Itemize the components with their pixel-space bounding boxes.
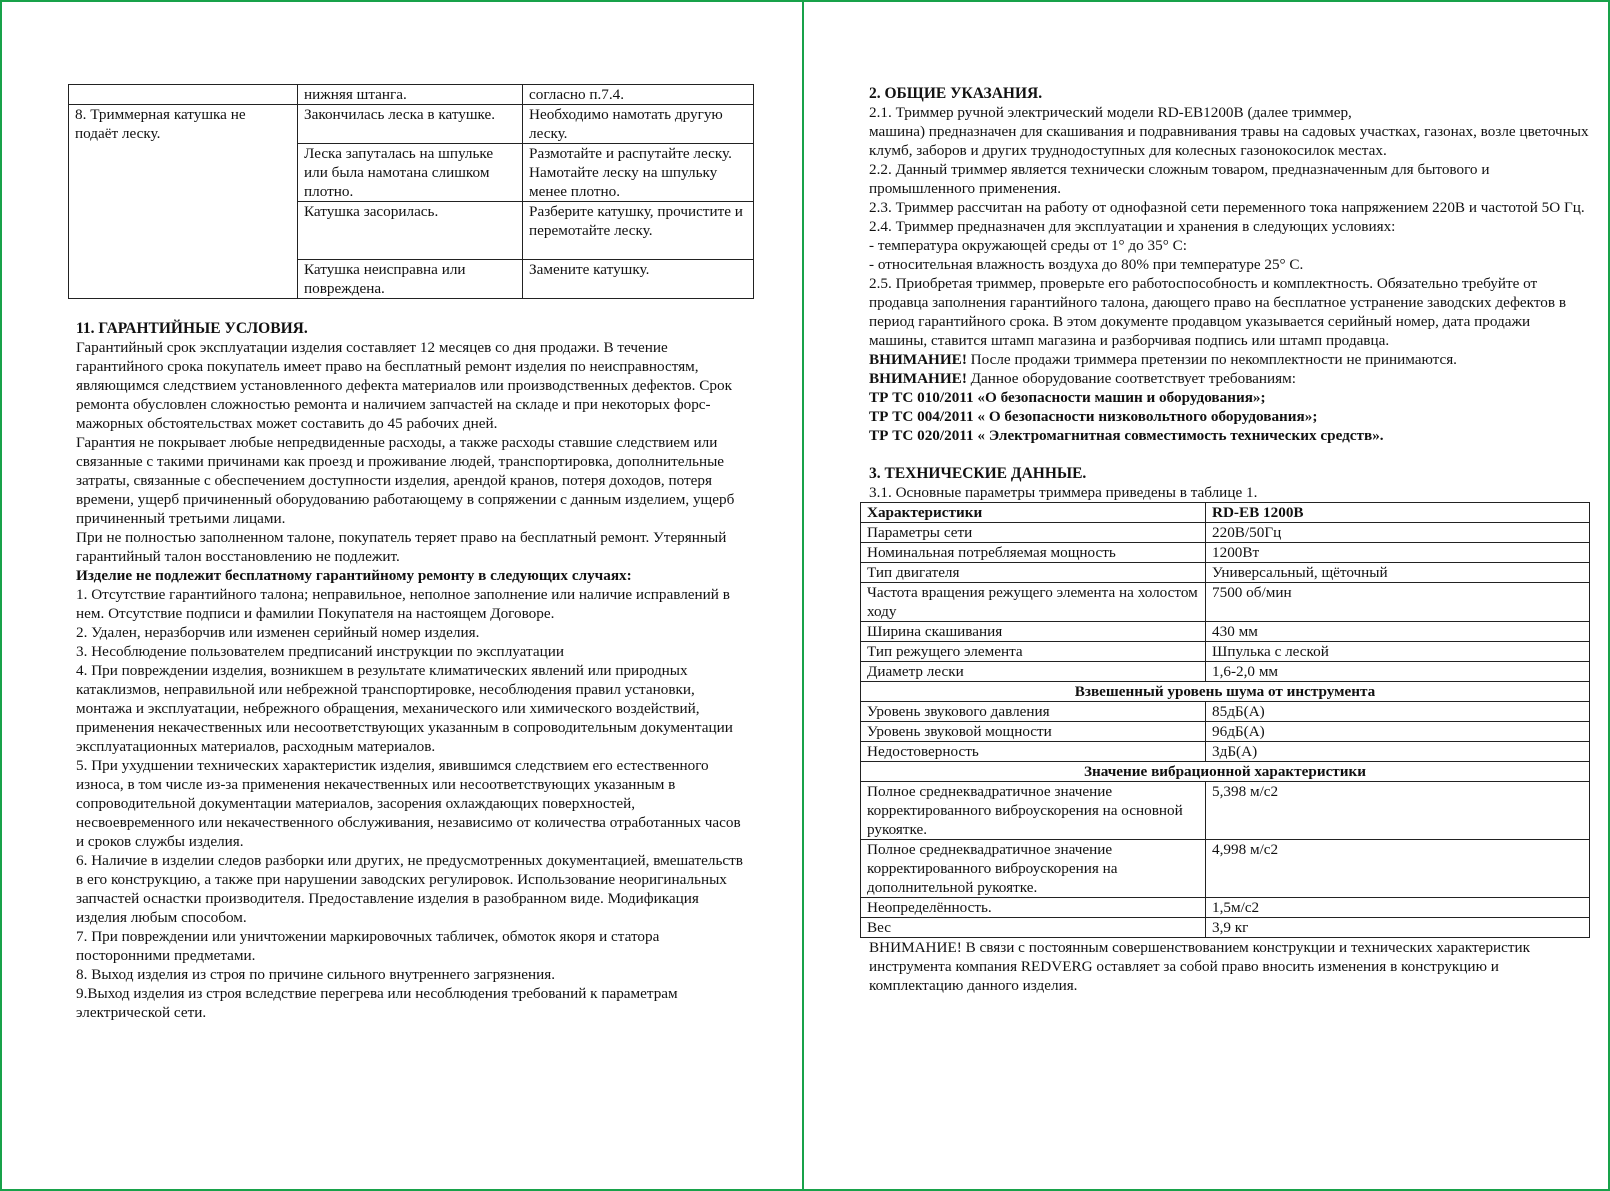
attention-label: ВНИМАНИЕ!: [869, 370, 967, 387]
general-paragraph: 2.2. Данный триммер является технически сложным товаром, предназначенным для бытового и промышленного применения.: [869, 161, 1490, 197]
solution-cell: согласно п.7.4.: [523, 85, 754, 105]
general-section: [860, 84, 1590, 502]
tech-key: Уровень звукового давления: [861, 702, 1206, 722]
cause-cell: нижняя штанга.: [298, 85, 523, 105]
solution-cell: Замените катушку.: [523, 260, 754, 299]
warranty-title: 11. ГАРАНТИЙНЫЕ УСЛОВИЯ.: [76, 320, 308, 337]
exclusion-item: 4. При повреждении изделия, возникшем в результате климатических явлений или природных катаклизмов, неправильной или небрежной транспортировке, несоблюдения правил установки, монтажа и эксплуатации, небрежного обращения, механического или химического воздействий, применения некачественных или несоответствующих указанным в сопроводительным документации эксплуатационных материалов, расходным материалов.: [76, 662, 733, 755]
tech-key: Неопределённость.: [861, 898, 1206, 918]
general-paragraph: 2.5. Приобретая триммер, проверьте его работоспособность и комплектность. Обязательно требуйте от продавца заполнения гарантийного талона, дающего право на бесплатное устранение заводских дефектов в период гарантийного срока. В этом документе продавцом указывается серийный номер, дата продажи машины, ставится штамп магазина и разборчивая подпись или штамп продавца.: [869, 275, 1567, 349]
table-row: [861, 840, 1590, 898]
table-row: [861, 702, 1590, 722]
solution-cell: Разберите катушку, прочистите и перемотайте леску.: [523, 202, 754, 260]
cause-cell: Катушка неисправна или повреждена.: [298, 260, 523, 299]
general-paragraph: 2.1. Триммер ручной электрический модели RD-EB1200B (далее триммер,: [869, 104, 1352, 121]
solution-cell: Размотайте и распутайте леску. Намотайте леску на шпульку менее плотно.: [523, 144, 754, 202]
tech-value: 3,9 кг: [1206, 918, 1590, 938]
general-paragraph: 2.3. Триммер рассчитан на работу от однофазной сети переменного тока напряжением 220В и частотой 5О Гц.: [869, 199, 1585, 216]
table-row: [861, 523, 1590, 543]
tech-value: 7500 об/мин: [1206, 583, 1590, 622]
tech-note: ВНИМАНИЕ! В связи с постоянным совершенствованием конструкции и технических характеристик инструмента компания REDVERG оставляет за собой право вносить изменения в конструкцию и комплектацию данного изделия.: [869, 939, 1531, 994]
attention-text: После продажи триммера претензии по некомплектности не принимаются.: [966, 351, 1457, 368]
tech-value: 85дБ(А): [1206, 702, 1590, 722]
table-row: [69, 105, 754, 144]
tech-key: Частота вращения режущего элемента на холостом ходу: [861, 583, 1206, 622]
vibration-section-heading: Значение вибрационной характеристики: [861, 762, 1590, 782]
exclusion-item: 1. Отсутствие гарантийного талона; неправильное, неполное заполнение или наличие исправлений в нем. Отсутствие подписи и фамилии Покупателя на настоящем Договоре.: [76, 586, 730, 622]
cause-cell: Леска запуталась на шпульке или была намотана слишком плотно.: [298, 144, 523, 202]
tech-key: Вес: [861, 918, 1206, 938]
table-row: [861, 722, 1590, 742]
tech-key: Тип двигателя: [861, 563, 1206, 583]
table-row: [861, 563, 1590, 583]
right-page: [860, 84, 1590, 995]
tech-header-value: RD-EB 1200B: [1206, 503, 1590, 523]
tech-value: 430 мм: [1206, 622, 1590, 642]
attention-label: ВНИМАНИЕ!: [869, 351, 967, 368]
warranty-paragraph: Гарантийный срок эксплуатации изделия составляет 12 месяцев со дня продажи. В течение гарантийного срока покупатель имеет право на бесплатный ремонт изделия по неисправностям, являющимся следствием установленного дефекта материалов или производственных дефектов. Срок ремонта обусловлен сложностью ремонта и наличием запчастей на складе и при некоторых форс-мажорных обстоятельствах может составить до 45 рабочих дней.: [76, 339, 732, 432]
tech-value: 4,998 м/с2: [1206, 840, 1590, 898]
tech-table: [860, 502, 1590, 938]
general-paragraph: - относительная влажность воздуха до 80% при температуре 25° С.: [869, 256, 1304, 273]
regulation-line: ТР ТС 020/2011 « Электромагнитная совместимость технических средств».: [869, 427, 1384, 444]
tech-key: Номинальная потребляемая мощность: [861, 543, 1206, 563]
warranty-section: [68, 319, 754, 1022]
cause-cell: Закончилась леска в катушке.: [298, 105, 523, 144]
table-row: [861, 662, 1590, 682]
table-row: [861, 622, 1590, 642]
table-row: [861, 543, 1590, 563]
cause-cell: Катушка засорилась.: [298, 202, 523, 260]
tech-value: 1,5м/с2: [1206, 898, 1590, 918]
exclusion-item: 2. Удален, неразборчив или изменен серийный номер изделия.: [76, 624, 480, 641]
tech-intro: 3.1. Основные параметры триммера приведены в таблице 1.: [869, 484, 1258, 501]
attention-text: Данное оборудование соответствует требованиям:: [966, 370, 1296, 387]
tech-header-key: Характеристики: [861, 503, 1206, 523]
tech-key: Недостоверность: [861, 742, 1206, 762]
attention-line: [869, 350, 1590, 369]
general-paragraph: - температура окружающей среды от 1° до 35° С:: [869, 237, 1187, 254]
table-row: [69, 85, 754, 105]
exclusion-item: 3. Несоблюдение пользователем предписаний инструкции по эксплуатации: [76, 643, 564, 660]
noise-section-heading: Взвешенный уровень шума от инструмента: [861, 682, 1590, 702]
tech-value: 5,398 м/с2: [1206, 782, 1590, 840]
exclusions-title: Изделие не подлежит бесплатному гарантийному ремонту в следующих случаях:: [76, 567, 632, 584]
general-paragraph: 2.4. Триммер предназначен для эксплуатации и хранения в следующих условиях:: [869, 218, 1396, 235]
table-section-row: [861, 762, 1590, 782]
left-page: [68, 84, 754, 1022]
exclusion-item: 6. Наличие в изделии следов разборки или других, не предусмотренных документацией, вмешательств в его конструкцию, а также при нарушении заводских регулировок. Использование неоригинальных запчастей оснастки производителя. Предоставление изделия в разобранном виде. Модификация изделия любым способом.: [76, 852, 743, 926]
tech-value: 220В/50Гц: [1206, 523, 1590, 543]
table-row: [861, 503, 1590, 523]
tech-value: Универсальный, щёточный: [1206, 563, 1590, 583]
table-row: [861, 898, 1590, 918]
table-row: [861, 583, 1590, 622]
tech-value: 3дБ(А): [1206, 742, 1590, 762]
general-paragraph: машина) предназначен для скашивания и подравнивания травы на садовых участках, газонах, возле цветочных клумб, заборов и других труднодоступных для колесных газонокосилок местах.: [869, 123, 1589, 159]
tech-key: Параметры сети: [861, 523, 1206, 543]
tech-title: 3. ТЕХНИЧЕСКИЕ ДАННЫЕ.: [869, 465, 1087, 482]
tech-key: Ширина скашивания: [861, 622, 1206, 642]
warranty-paragraph: При не полностью заполненном талоне, покупатель теряет право на бесплатный ремонт. Утерянный гарантийный талон восстановлению не подлежит.: [76, 529, 727, 565]
regulation-line: ТР ТС 004/2011 « О безопасности низковольтного оборудования»;: [869, 408, 1318, 425]
table-row: [861, 918, 1590, 938]
exclusion-item: 9.Выход изделия из строя вследствие перегрева или несоблюдения требований к параметрам электрической сети.: [76, 985, 678, 1021]
page-divider: [802, 0, 804, 1191]
attention-line: [869, 369, 1590, 388]
problem-cell: 8. Триммерная катушка не подаёт леску.: [69, 105, 298, 299]
exclusion-item: 7. При повреждении или уничтожении маркировочных табличек, обмоток якоря и статора посторонними предметами.: [76, 928, 660, 964]
regulation-line: ТР ТС 010/2011 «О безопасности машин и оборудования»;: [869, 389, 1266, 406]
table-row: [861, 642, 1590, 662]
table-row: [861, 782, 1590, 840]
table-row: [861, 742, 1590, 762]
tech-value: 1200Вт: [1206, 543, 1590, 563]
tech-value: 96дБ(А): [1206, 722, 1590, 742]
exclusion-item: 8. Выход изделия из строя по причине сильного внутреннего загрязнения.: [76, 966, 556, 983]
problem-cell: [69, 85, 298, 105]
exclusion-item: 5. При ухудшении технических характеристик изделия, явившимся следствием его естественного износа, в том числе из-за применения некачественных или несоответствующих указанным в сопроводительной документации материалов, засорения охлаждающих поверхностей, несвоевременного или некачественного обслуживания, независимо от количества отработанных часов и сроков службы изделия.: [76, 757, 741, 850]
tech-value: Шпулька с леской: [1206, 642, 1590, 662]
tech-key: Диаметр лески: [861, 662, 1206, 682]
tech-key: Уровень звуковой мощности: [861, 722, 1206, 742]
tech-key: Тип режущего элемента: [861, 642, 1206, 662]
general-title: 2. ОБЩИЕ УКАЗАНИЯ.: [869, 85, 1043, 102]
tech-key: Полное среднеквадратичное значение корректированного виброускорения на дополнительной рукоятке.: [861, 840, 1206, 898]
troubleshooting-table: [68, 84, 754, 299]
tech-value: 1,6-2,0 мм: [1206, 662, 1590, 682]
warranty-paragraph: Гарантия не покрывает любые непредвиденные расходы, а также расходы ставшие следствием или связанные с такими причинами как проезд и проживание людей, транспортировка, дополнительные затраты, связанные с обеспечением доступности изделия, арендой кранов, потеря доходов, потеря времени, ущерб причиненный оборудованию работающему в сопряжении с данным изделием, ущерб причиненный третьими лицами.: [76, 434, 735, 527]
tech-key: Полное среднеквадратичное значение корректированного виброускорения на основной рукоятке.: [861, 782, 1206, 840]
solution-cell: Необходимо намотать другую леску.: [523, 105, 754, 144]
table-section-row: [861, 682, 1590, 702]
